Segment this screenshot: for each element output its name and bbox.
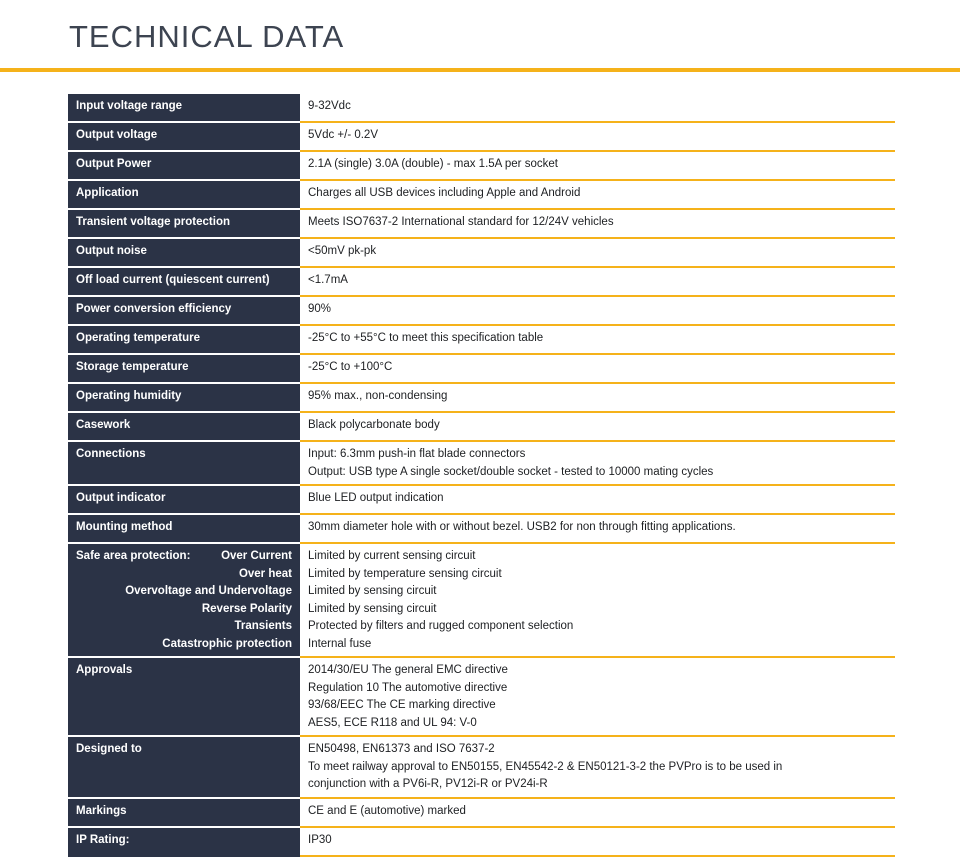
spec-label: Connections: [68, 441, 300, 485]
spec-value-line: Limited by current sensing circuit: [308, 550, 476, 562]
spec-value: Blue LED output indication: [300, 485, 895, 514]
table-row: [68, 209, 895, 238]
spec-value: 5Vdc +/- 0.2V: [300, 122, 895, 151]
table-row: [68, 412, 895, 441]
spec-value: 9-32Vdc: [300, 94, 895, 122]
spec-value-line: Limited by sensing circuit: [308, 585, 437, 597]
table-row: [68, 657, 895, 736]
spec-value-line: Output: USB type A single socket/double socket - tested to 10000 mating cycles: [308, 465, 714, 478]
safe-area-sub-label: Over heat: [238, 567, 292, 580]
page-title: TECHNICAL DATA: [69, 19, 345, 54]
table-row: [68, 122, 895, 151]
technical-data-table: [68, 94, 895, 857]
table-row: [68, 798, 895, 827]
safe-area-label: Safe area protection:: [76, 550, 191, 562]
spec-value-line: Protected by filters and rugged component selection: [308, 620, 574, 632]
spec-value-line: 93/68/EEC The CE marking directive: [308, 699, 496, 711]
table-row: [68, 151, 895, 180]
spec-value-line: AES5, ECE R118 and UL 94: V-0: [308, 716, 477, 729]
spec-value: [300, 441, 895, 485]
spec-value: [300, 543, 895, 657]
table-row: [68, 736, 895, 798]
table-row: [68, 325, 895, 354]
spec-label: Approvals: [68, 657, 300, 736]
spec-value: Meets ISO7637-2 International standard for 12/24V vehicles: [300, 209, 895, 238]
table-row: [68, 267, 895, 296]
spec-value: Charges all USB devices including Apple and Android: [300, 180, 895, 209]
table-row: [68, 827, 895, 856]
table-row: [68, 441, 895, 485]
spec-value: IP30: [300, 827, 895, 856]
spec-label: Storage temperature: [68, 354, 300, 383]
spec-value-line: Regulation 10 The automotive directive: [308, 681, 508, 694]
safe-area-sub-label: Transients: [234, 620, 292, 632]
spec-label: Transient voltage protection: [68, 209, 300, 238]
spec-label: Output noise: [68, 238, 300, 267]
spec-value: 2.1A (single) 3.0A (double) - max 1.5A per socket: [300, 151, 895, 180]
spec-value: 90%: [300, 296, 895, 325]
spec-value-line: EN50498, EN61373 and ISO 7637-2: [308, 743, 495, 755]
spec-value: <1.7mA: [300, 267, 895, 296]
safe-area-sub-label: Overvoltage and Undervoltage: [125, 585, 292, 597]
table-row: [68, 485, 895, 514]
title-divider: [0, 68, 960, 72]
spec-value: [300, 657, 895, 736]
spec-label: IP Rating:: [68, 827, 300, 856]
spec-value: Black polycarbonate body: [300, 412, 895, 441]
spec-label: Output voltage: [68, 122, 300, 151]
spec-label: [68, 543, 300, 657]
spec-label: Mounting method: [68, 514, 300, 543]
spec-label: Output Power: [68, 151, 300, 180]
safe-area-header: [76, 548, 292, 566]
spec-label: Designed to: [68, 736, 300, 798]
spec-label: Operating humidity: [68, 383, 300, 412]
spec-value: -25°C to +55°C to meet this specification table: [300, 325, 895, 354]
safe-area-sub-label: Reverse Polarity: [201, 602, 292, 615]
spec-value-line: Limited by sensing circuit: [308, 602, 437, 615]
spec-value-line: conjunction with a PV6i-R, PV12i-R or PV24i-R: [308, 778, 548, 790]
safe-area-sub-label: Over Current: [221, 550, 292, 562]
spec-value-line: Internal fuse: [308, 637, 372, 650]
spec-value: CE and E (automotive) marked: [300, 798, 895, 827]
spec-value: [300, 736, 895, 798]
table-row: [68, 514, 895, 543]
spec-label: Power conversion efficiency: [68, 296, 300, 325]
spec-label: Markings: [68, 798, 300, 827]
spec-label: Application: [68, 180, 300, 209]
table-row: [68, 354, 895, 383]
table-row: [68, 94, 895, 122]
spec-label: Input voltage range: [68, 94, 300, 122]
spec-label: Operating temperature: [68, 325, 300, 354]
table-row: [68, 383, 895, 412]
safe-area-sub-label: Catastrophic protection: [162, 637, 292, 650]
spec-label: Output indicator: [68, 485, 300, 514]
spec-value: 30mm diameter hole with or without bezel. USB2 for non through fitting applications.: [300, 514, 895, 543]
spec-label: Casework: [68, 412, 300, 441]
spec-value: <50mV pk-pk: [300, 238, 895, 267]
spec-value: 95% max., non-condensing: [300, 383, 895, 412]
spec-label: Off load current (quiescent current): [68, 267, 300, 296]
spec-value-line: 2014/30/EU The general EMC directive: [308, 664, 508, 676]
spec-value: -25°C to +100°C: [300, 354, 895, 383]
table-row: [68, 296, 895, 325]
table-row: [68, 238, 895, 267]
spec-value-line: To meet railway approval to EN50155, EN45542-2 & EN50121-3-2 the PVPro is to be used in: [308, 760, 783, 773]
spec-value-line: Input: 6.3mm push-in flat blade connectors: [308, 448, 526, 460]
table-row: [68, 543, 895, 657]
table-row: [68, 180, 895, 209]
spec-value-line: Limited by temperature sensing circuit: [308, 567, 502, 580]
